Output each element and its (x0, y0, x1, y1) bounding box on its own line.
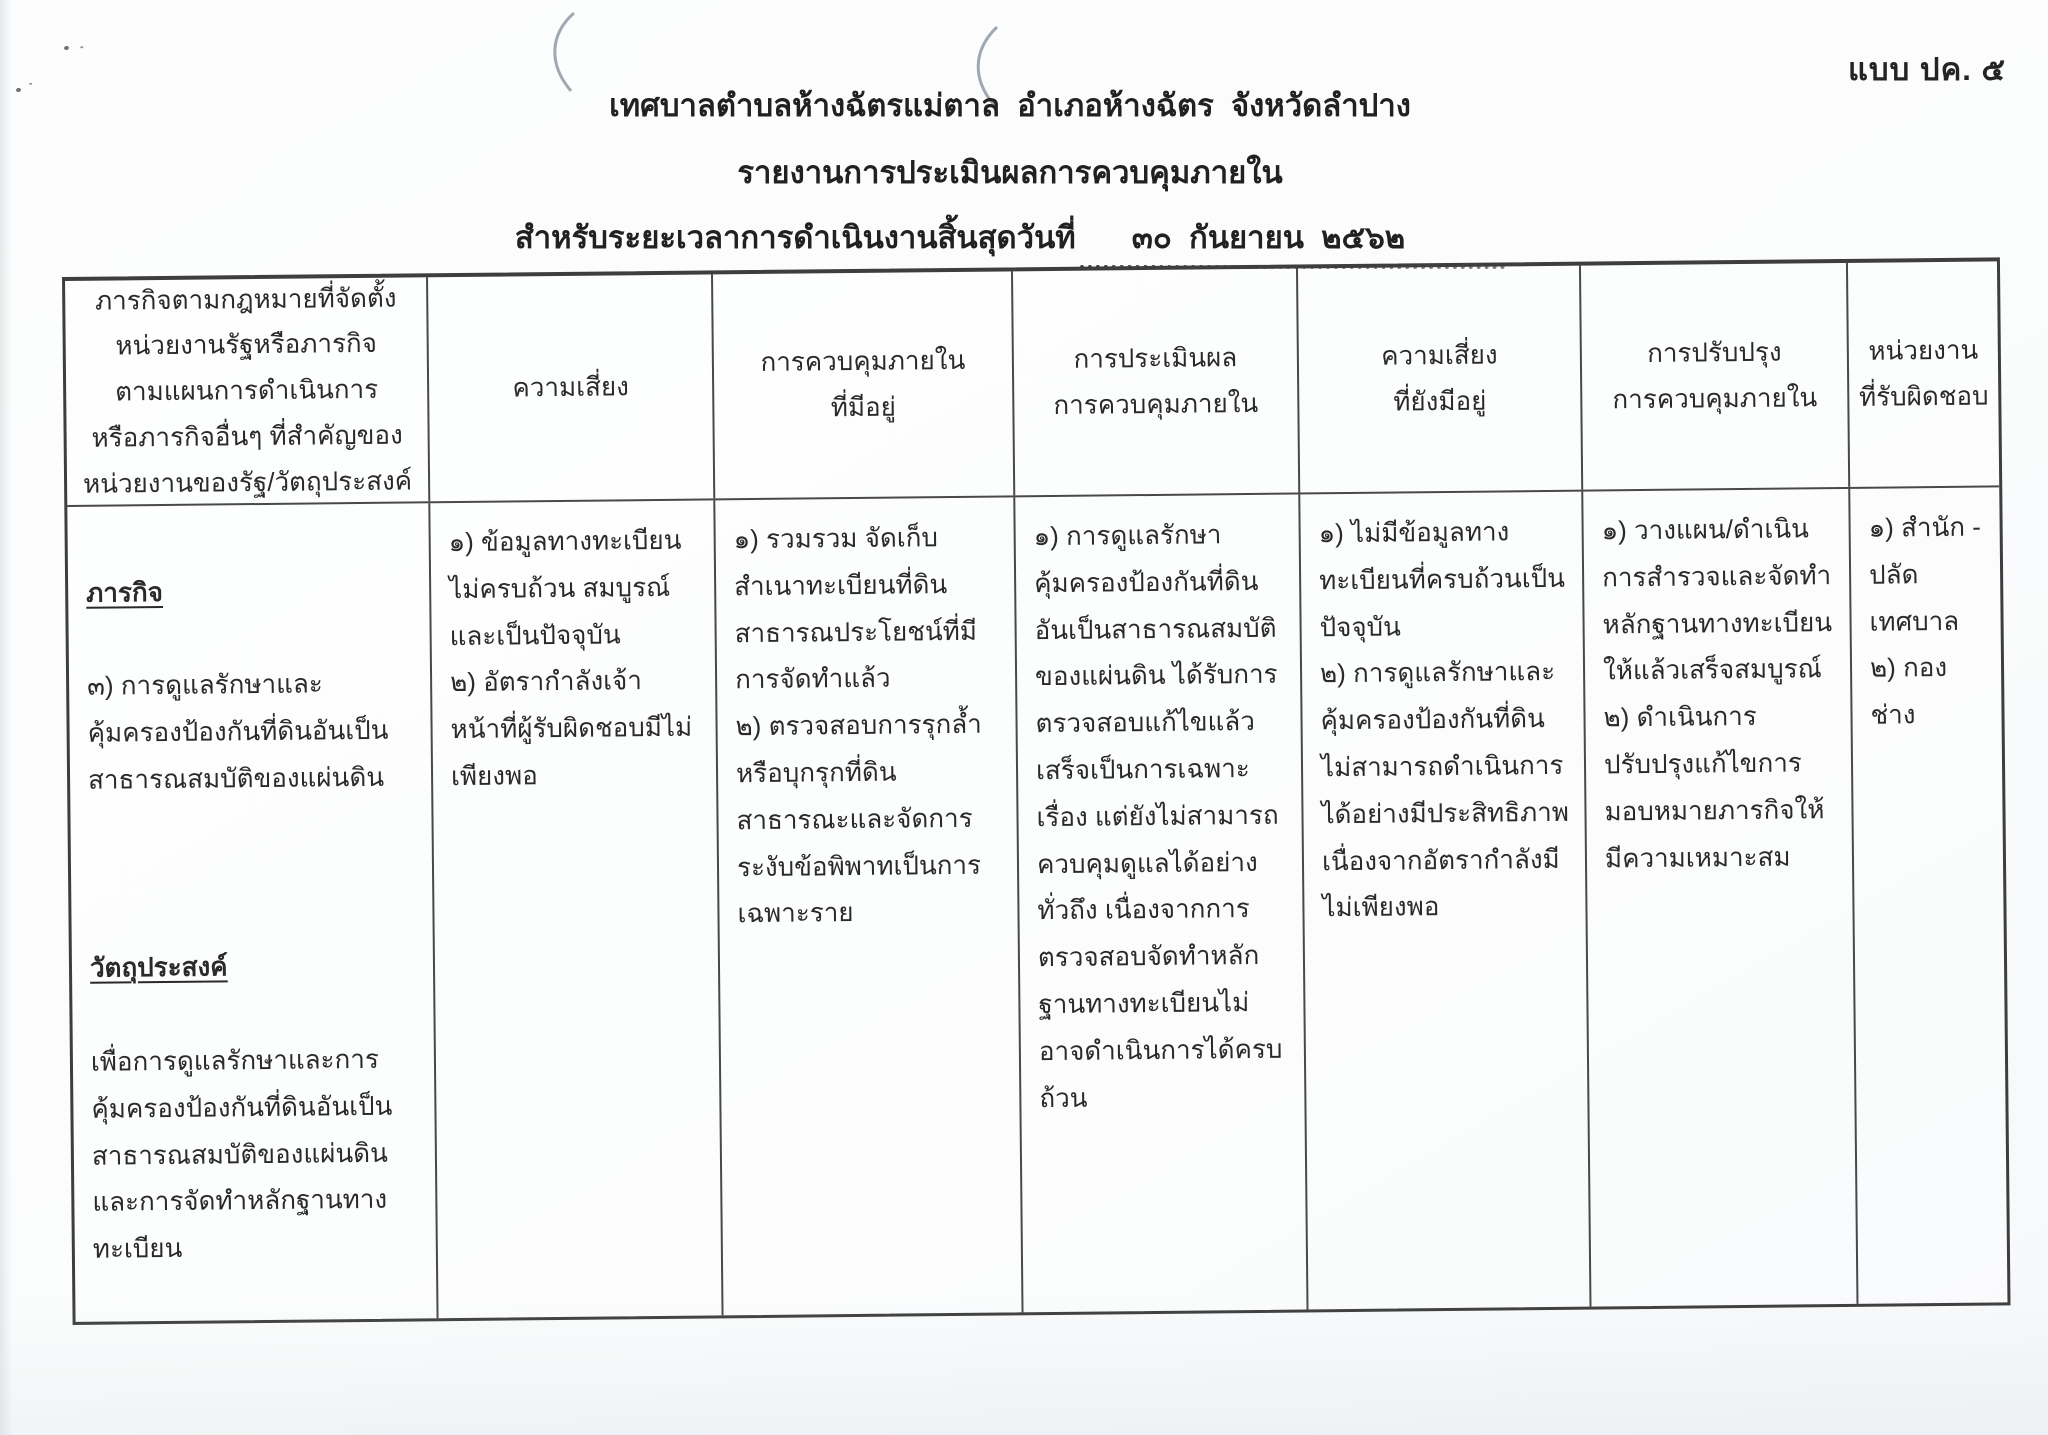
header-cell-mission: ภารกิจตามกฎหมายที่จัดตั้ง หน่วยงานรัฐหรือภารกิจ ตามแผนการดำเนินการ หรือภารกิจอื่นๆ ที่สำคัญของ หน่วยงานของรัฐ/วัตถุประสงค์ (65, 277, 430, 505)
cell-improvement: ๑) วางแผน/ดำเนินการสำรวจและจัดทำหลักฐานทางทะเบียนให้แล้วเสร็จสมบูรณ์ ๒) ดำเนินการปรับปรุงแก้ไขการมอบหมายภารกิจให้มีความเหมาะสม (1583, 489, 1858, 1307)
header-cell-evaluation: การประเมินผล การควบคุมภายใน (1013, 268, 1300, 495)
objective-text: เพื่อการดูแลรักษาและการคุ้มครองป้องกันที่ดินอันเป็นสาธารณสมบัติของแผ่นดินและการจัดทำหลักฐานทางทะเบียน (90, 1043, 393, 1264)
header-cell-existing-control: การควบคุมภายใน ที่มีอยู่ (713, 271, 1015, 498)
cell-mission-objective (67, 503, 438, 1322)
cell-remaining-risk: ๑) ไม่มีข้อมูลทางทะเบียนที่ครบถ้วนเป็นปัจจุบัน ๒) การดูแลรักษาและคุ้มครองป้องกันที่ดินไม่สามารถดำเนินการได้อย่างมีประสิทธิภาพ เนื่องจากอัตรากำลังมีไม่เพียงพอ (1300, 492, 1591, 1310)
document-title-block (0, 80, 2034, 269)
section-gap (89, 847, 418, 898)
organization-title: เทศบาลตำบลห้างฉัตรแม่ตาล อำเภอห้างฉัตร จังหวัดลำปาง (609, 88, 1411, 123)
mission-text: ๓) การดูแลรักษาและคุ้มครองป้องกันที่ดินอันเป็นสาธารณสมบัติของแผ่นดิน (86, 668, 389, 795)
table-body-row (67, 487, 2007, 1322)
period-date-underline (1080, 212, 1505, 269)
header-cell-remaining-risk: ความเสี่ยง ที่ยังมีอยู่ (1298, 266, 1583, 493)
cell-evaluation: ๑) การดูแลรักษาคุ้มครองป้องกันที่ดินอันเป็นสาธารณสมบัติของแผ่นดิน ได้รับการตรวจสอบแก้ไขแล้วเสร็จเป็นการเฉพาะเรื่อง แต่ยังไม่สามารถควบคุมดูแลได้อย่างทั่วถึง เนื่องจากการตรวจสอบจัดทำหลักฐานทางทะเบียนไม่อาจดำเนินการได้ครบถ้วน (1015, 494, 1308, 1312)
header-cell-risk: ความเสี่ยง (428, 274, 715, 501)
internal-control-evaluation-table (62, 257, 2011, 1325)
cell-risk: ๑) ข้อมูลทางทะเบียนไม่ครบถ้วน สมบูรณ์และเป็นปัจจุบัน ๒) อัตรากำลังเจ้าหน้าที่ผู้รับผิดชอบมีไม่เพียงพอ (430, 500, 723, 1318)
form-code-label: แบบ ปค. ๕ (1847, 52, 2006, 87)
header-cell-responsible-unit: หน่วยงาน ที่รับผิดชอบ (1858, 334, 1989, 412)
header-cell-improvement: การปรับปรุง การควบคุมภายใน (1581, 263, 1850, 490)
table-header-row (65, 261, 1999, 507)
period-date: ๓๐ กันยายน ๒๕๖๒ (1131, 220, 1406, 255)
mission-heading: ภารกิจ (86, 576, 164, 608)
cell-responsible-unit: ๑) สำนัก - ปลัดเทศบาล ๒) กองช่าง (1868, 511, 1982, 730)
objective-heading: วัตถุประสงค์ (89, 951, 228, 984)
cell-existing-control: ๑) รวมรวม จัดเก็บสำเนาทะเบียนที่ดินสาธารณประโยชน์ที่มีการจัดทำแล้ว ๒) ตรวจสอบการรุกล้ำหรือบุกรุกที่ดินสาธารณะและจัดการระงับข้อพิพาทเป็นการเฉพาะราย (715, 497, 1023, 1315)
period-label: สำหรับระยะเวลาการดำเนินงานสิ้นสุดวันที่ (514, 220, 1076, 255)
report-title: รายงานการประเมินผลการควบคุมภายใน (737, 155, 1283, 190)
scan-speck (64, 45, 70, 50)
